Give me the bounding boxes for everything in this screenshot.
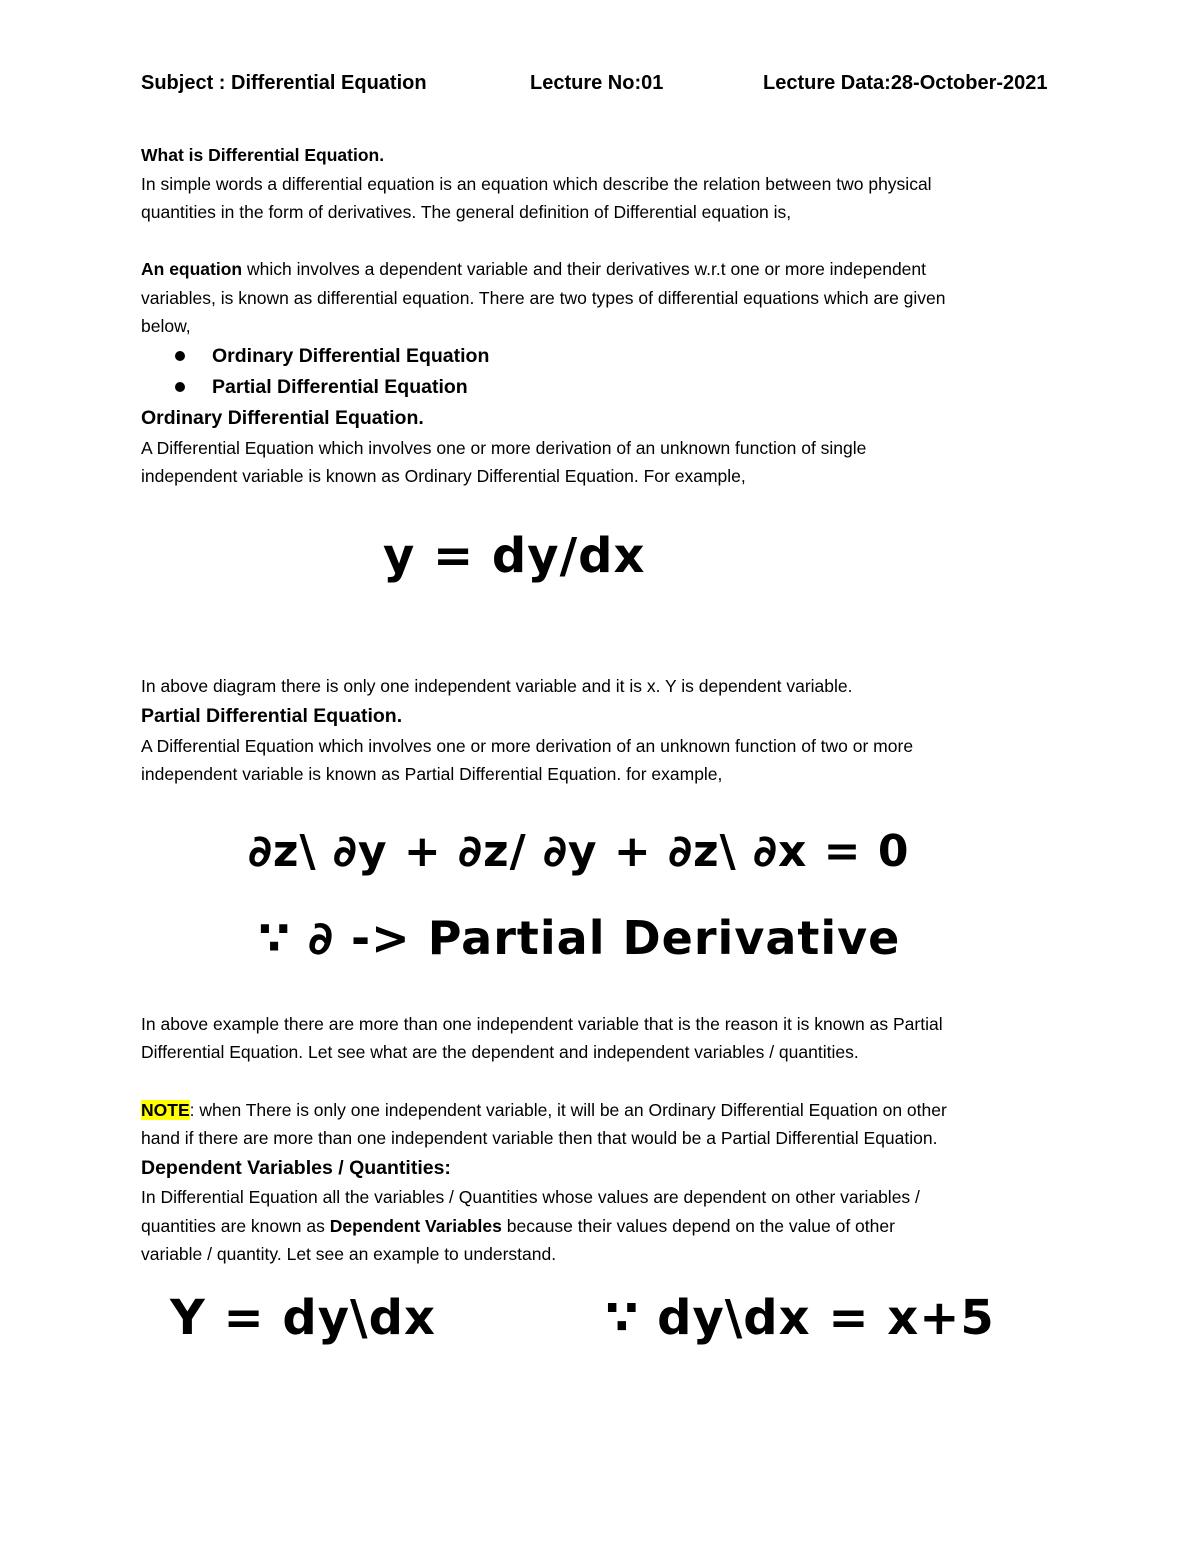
- pde-after-line-1: In above example there are more than one independent variable that is the reason it is known as Partial: [141, 1014, 943, 1034]
- definition-line-1: [141, 255, 926, 283]
- list-item: [172, 372, 489, 403]
- intro-para-line-1: In simple words a differential equation is an equation which describe the relation between two physical: [141, 174, 932, 194]
- pde-heading: Partial Differential Equation.: [141, 705, 403, 727]
- pde-line-1: A Differential Equation which involves one or more derivation of an unknown function of two or more: [141, 736, 914, 756]
- ode-line-2: independent variable is known as Ordinary Differential Equation. For example,: [141, 466, 746, 486]
- ode-after-text: In above diagram there is only one independent variable and it is x. Y is dependent variable.: [141, 676, 853, 696]
- note-line-1: [141, 1096, 947, 1124]
- ode-heading: Ordinary Differential Equation.: [141, 407, 424, 429]
- partial-derivative-note: ∵ ∂ -> Partial Derivative: [258, 911, 901, 965]
- type-label: Partial Differential Equation: [212, 376, 468, 398]
- note-line-2: hand if there are more than one independent variable then that would be a Partial Differential Equation.: [141, 1128, 938, 1148]
- note-label: NOTE: [141, 1100, 190, 1120]
- list-item: [172, 341, 489, 372]
- dependent-heading: Dependent Variables / Quantities:: [141, 1157, 451, 1179]
- definition-rest: which involves a dependent variable and their derivatives w.r.t one or more independent: [242, 259, 927, 279]
- dependent-line-2-start: quantities are known as: [141, 1216, 330, 1236]
- lecture-number: Lecture No:01: [530, 72, 664, 94]
- dependent-line-3: variable / quantity. Let see an example to understand.: [141, 1244, 557, 1264]
- ode-equation: y = dy/dx: [383, 528, 646, 584]
- lecture-header: [141, 72, 1061, 102]
- bullet-icon: [175, 351, 185, 361]
- subject-label: Subject : Differential Equation: [141, 72, 427, 94]
- pde-line-2: independent variable is known as Partial Differential Equation. for example,: [141, 764, 723, 784]
- intro-para-line-2: quantities in the form of derivatives. The general definition of Differential equation is,: [141, 202, 792, 222]
- definition-bold: An equation: [141, 259, 243, 279]
- dependent-line-1: In Differential Equation all the variables / Quantities whose values are dependent on other variables /: [141, 1187, 920, 1207]
- pde-equation: ∂z\ ∂y + ∂z/ ∂y + ∂z\ ∂x = 0: [248, 826, 910, 877]
- dependent-variables-bold: Dependent Variables: [329, 1216, 502, 1236]
- ode-line-1: A Differential Equation which involves one or more derivation of an unknown function of single: [141, 438, 867, 458]
- dependent-line-2-end: because their values depend on the value of other: [501, 1216, 895, 1236]
- dependent-equation-right: ∵ dy\dx = x+5: [605, 1290, 995, 1346]
- dependent-equation-left: Y = dy\dx: [170, 1290, 436, 1346]
- definition-line-2: variables, is known as differential equation. There are two types of differential equations which are given: [141, 288, 946, 308]
- bullet-icon: [175, 382, 185, 392]
- types-list: [172, 341, 489, 403]
- definition-line-3: below,: [141, 316, 191, 336]
- dependent-line-2: [141, 1212, 895, 1240]
- pde-after-line-2: Differential Equation. Let see what are the dependent and independent variables / quantities.: [141, 1042, 859, 1062]
- intro-title: What is Differential Equation.: [141, 145, 385, 165]
- lecture-date: Lecture Data:28-October-2021: [763, 72, 1048, 94]
- note-rest: : when There is only one independent variable, it will be an Ordinary Differential Equation on other: [189, 1100, 947, 1120]
- type-label: Ordinary Differential Equation: [212, 345, 490, 367]
